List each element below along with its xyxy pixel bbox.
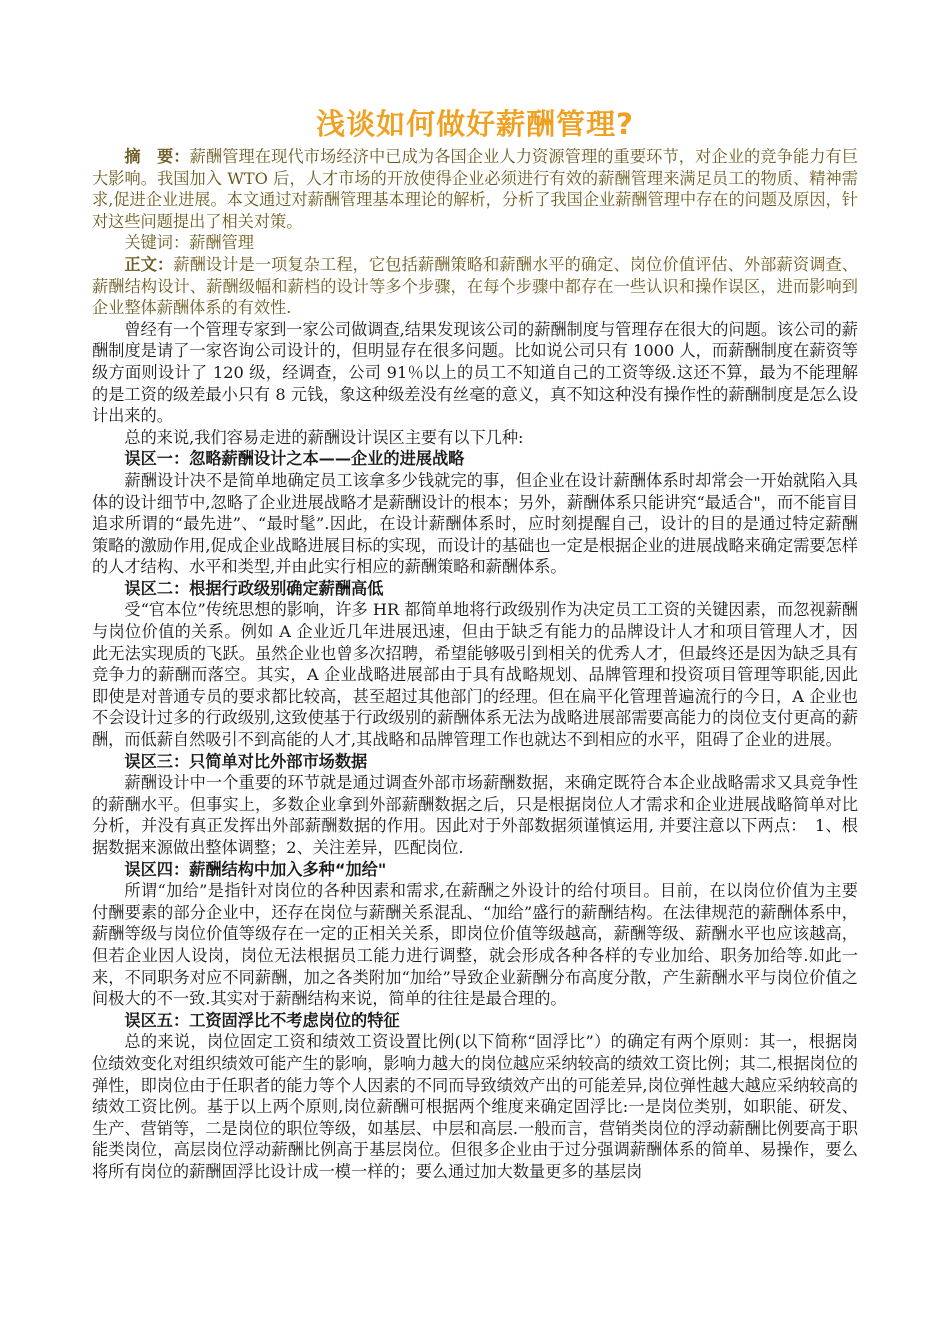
case-paragraph: 曾经有一个管理专家到一家公司做调查,结果发现该公司的薪酬制度与管理存在很大的问题。该公司的薪酬制度是请了一家咨询公司设计的，但明显存在很多问题。比如说公司只有 1000 人，而薪酬制度在薪资等级方面则设计了 120 级，经调查，公司 91％以上的员工不知道自己的工资等级.这还不算，最为不能理解的是工资的级差最小只有 8 元钱，象这种级差没有丝毫的意义，真不知这种没有操作性的薪酬制度是怎么设计出来的。 <box>92 319 858 426</box>
keywords-line: 关键词：薪酬管理 <box>124 233 254 253</box>
body-label: 正文： <box>124 254 174 274</box>
section-heading-5: 误区五：工资固浮比不考虑岗位的特征 <box>124 1010 400 1030</box>
section-text-4: 所谓“加给”是指针对岗位的各种因素和需求,在薪酬之外设计的给付项目。目前，在以岗位价值为主要付酬要素的部分企业中，还存在岗位与薪酬关系混乱、“加给”盛行的薪酬结构。在法律规范的薪酬体系中，薪酬等级与岗位价值等级存在一定的正相关关系，即岗位价值等级越高，薪酬等级、薪酬水平也应该越高，但若企业因人设岗，岗位无法根据员工能力进行调整，就会形成各种各样的专业加给、职务加给等.如此一来，不同职务对应不同薪酬，加之各类附加“加给”导致企业薪酬分布高度分散，产生薪酬水平与岗位价值之间极大的不一致.其实对于薪酬结构来说，简单的往往是最合理的。 <box>92 881 858 1009</box>
abstract-label: 摘 要： <box>124 147 190 166</box>
body-intro-text: 薪酬设计是一项复杂工程，它包括薪酬策略和薪酬水平的确定、岗位价值评估、外部薪资调查、薪酬结构设计、薪酬级幅和薪档的设计等多个步骤，在每个步骤中都存在一些认识和操作误区，进而影响到企业整体薪酬体系的有效性. <box>92 254 859 318</box>
section-text-2: 受“官本位”传统思想的影响，许多 HR 都简单地将行政级别作为决定员工工资的关键因素，而忽视薪酬与岗位价值的关系。例如 A 企业近几年进展迅速，但由于缺乏有能力的品牌设计人才和项目管理人才，因此无法实现质的飞跃。虽然企业也曾多次招聘，希望能够吸引到相关的优秀人才，但最终还是因为缺乏具有竞争力的薪酬而落空。其实，A 企业战略进展部由于具有战略规划、品牌管理和投资项目管理等职能,因此即使是对普通专员的要求都比较高，甚至超过其他部门的经理。但在扁平化管理普遍流行的今日，A 企业也不会设计过多的行政级别,这致使基于行政级别的薪酬体系无法为战略进展部需要高能力的岗位支付更高的薪酬，而低薪自然吸引不到高能的人才,其战略和品牌管理工作也就达不到相应的水平，阻碍了企业的进展。 <box>92 600 858 750</box>
section-heading-1: 误区一：忽略薪酬设计之本——企业的进展战略 <box>124 449 465 469</box>
section-heading-4: 误区四：薪酬结构中加入多种“加给" <box>124 859 387 879</box>
section-heading-2: 误区二：根据行政级别确定薪酬高低 <box>124 578 384 598</box>
abstract-text: 薪酬管理在现代市场经济中已成为各国企业人力资源管理的重要环节，对企业的竞争能力有巨大影响。我国加入 WTO 后，人才市场的开放使得企业必须进行有效的薪酬管理来满足员工的物质、精神需求,促进企业进展。本文通过对薪酬管理基本理论的解析，分析了我国企业薪酬管理中存在的问题及原因，针对这些问题提出了相关对策。 <box>92 147 859 231</box>
abstract-paragraph <box>92 146 858 232</box>
section-text-1: 薪酬设计决不是简单地确定员工该拿多少钱就完的事，但企业在设计薪酬体系时却常会一开始就陷入具体的设计细节中,忽略了企业进展战略才是薪酬设计的根本；另外，薪酬体系只能讲究“最适合"，而不能盲目追求所谓的“最先进”、“最时髦”.因此，在设计薪酬体系时，应时刻提醒自己，设计的目的是通过特定薪酬策略的激励作用,促成企业战略进展目标的实现，而设计的基础也一定是根据企业的进展战略来确定需要怎样的人才结构、水平和类型,并由此实行相应的薪酬策略和薪酬体系。 <box>92 470 858 577</box>
section-text-3: 薪酬设计中一个重要的环节就是通过调查外部市场薪酬数据，来确定既符合本企业战略需求又具竞争性的薪酬水平。但事实上，多数企业拿到外部薪酬数据之后，只是根据岗位人才需求和企业进展战略简单对比分析，并没有真正发挥出外部薪酬数据的作用。因此对于外部数据须谨慎运用, 并要注意以下两点： 1、根据数据来源做出整体调整；2、关注差异，匹配岗位. <box>92 773 858 857</box>
summary-paragraph: 总的来说,我们容易走进的薪酬设计误区主要有以下几种: <box>124 427 524 447</box>
document-title: 浅谈如何做好薪酬管理? <box>316 107 634 141</box>
body-intro-paragraph <box>92 254 858 319</box>
section-heading-3: 误区三：只简单对比外部市场数据 <box>124 751 368 771</box>
section-text-5: 总的来说，岗位固定工资和绩效工资设置比例(以下简称“固浮比”）的确定有两个原则：其一，根据岗位绩效变化对组织绩效可能产生的影响，影响力越大的岗位越应采纳较高的绩效工资比例；其二,根据岗位的弹性，即岗位由于任职者的能力等个人因素的不同而导致绩效产出的可能差异,岗位弹性越大越应采纳较高的绩效工资比例。基于以上两个原则,岗位薪酬可根据两个维度来确定固浮比:一是岗位类别，如职能、研发、生产、营销等，二是岗位的职位等级，如基层、中层和高层.一般而言，营销类岗位的浮动薪酬比例要高于职能类岗位，高层岗位浮动薪酬比例高于基层岗位。但很多企业由于过分强调薪酬体系的简单、易操作，要么将所有岗位的薪酬固浮比设计成一模一样的；要么通过加大数量更多的基层岗 <box>92 1032 858 1181</box>
